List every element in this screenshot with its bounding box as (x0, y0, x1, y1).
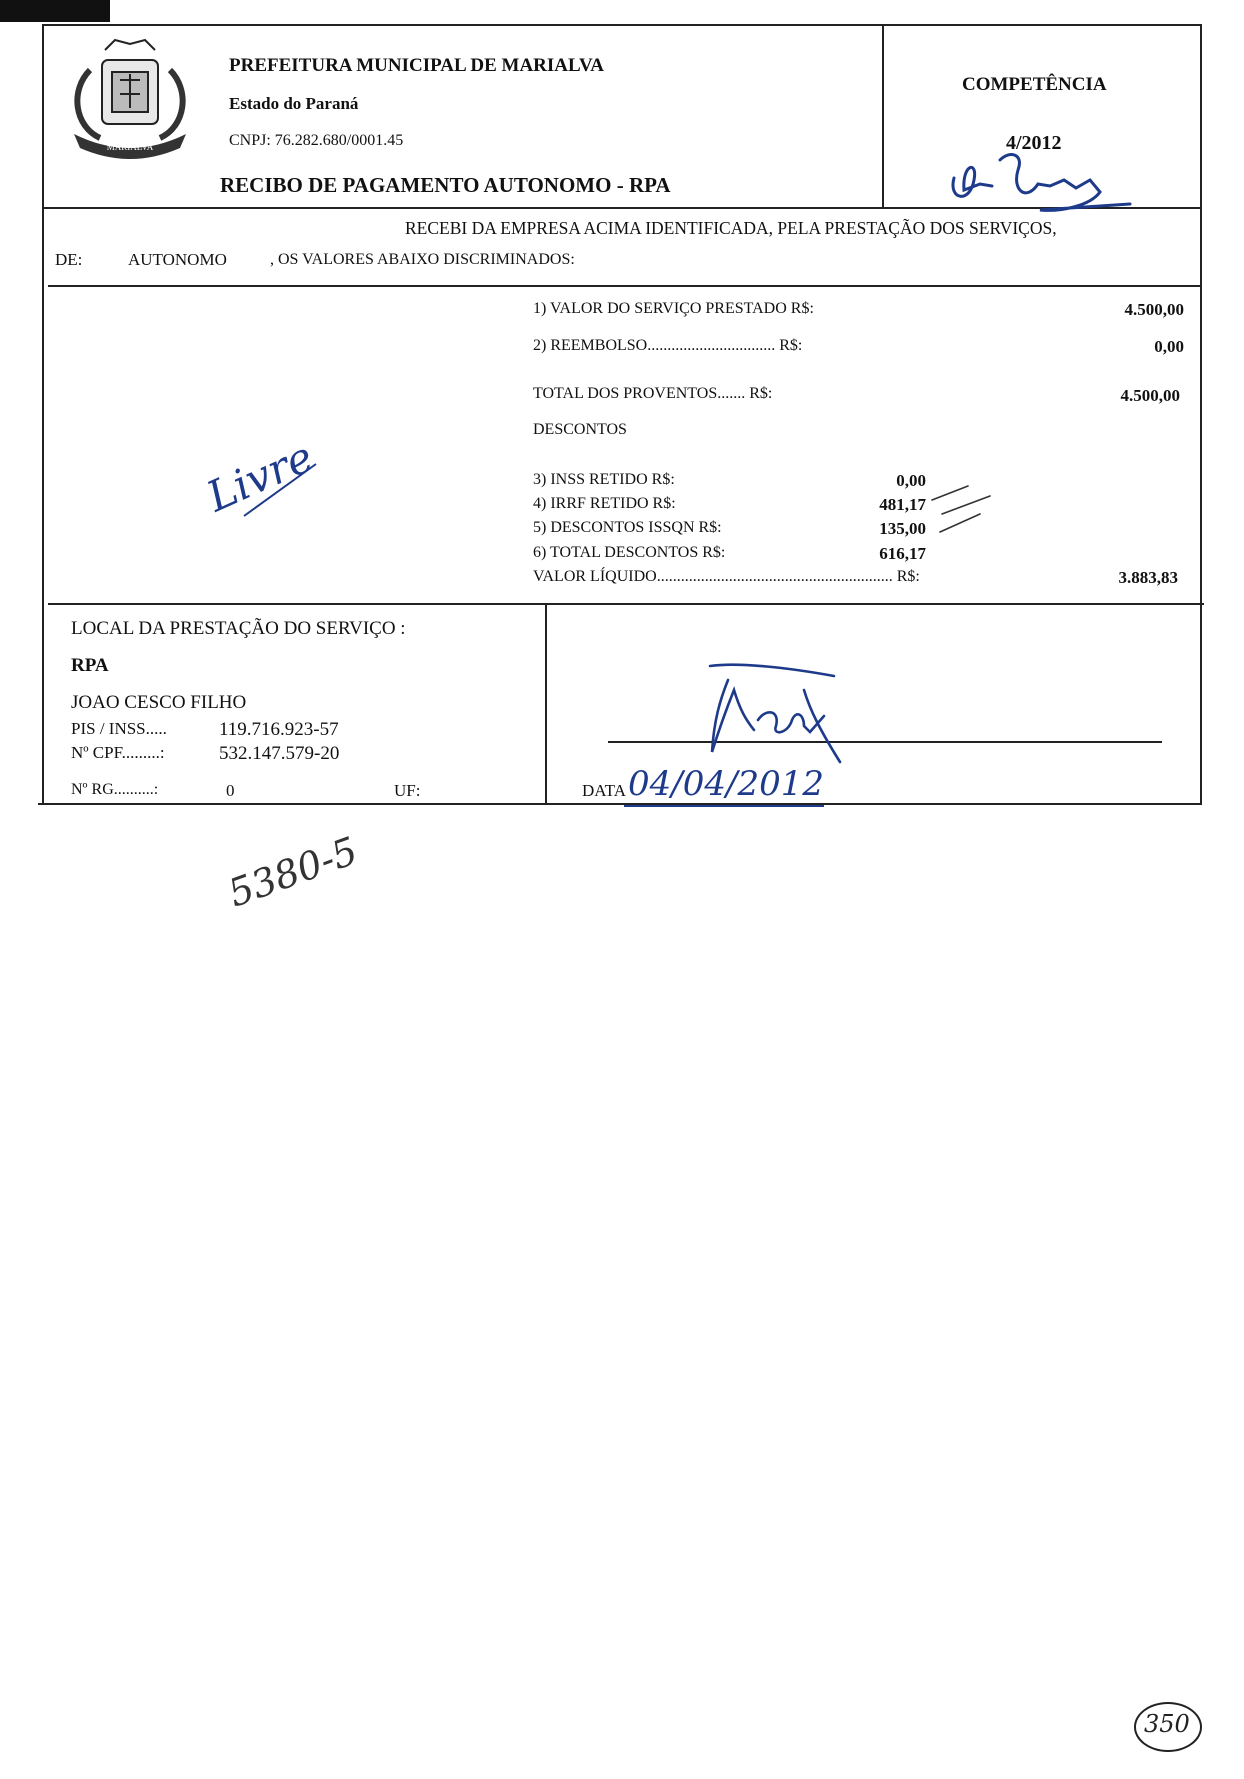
competencia-label: COMPETÊNCIA (962, 74, 1107, 95)
pis-label: PIS / INSS..... (71, 719, 167, 738)
handwritten-date: 04/04/2012 (628, 764, 824, 804)
frame-left (42, 24, 44, 804)
handwritten-number: 5380-5 (222, 828, 364, 916)
de-value: AUTONOMO (128, 250, 227, 269)
cnpj: CNPJ: 76.282.680/0001.45 (229, 132, 404, 149)
cpf-value: 532.147.579-20 (219, 743, 340, 764)
date-underline (624, 805, 824, 807)
crest-banner-text: MARIALVA (106, 142, 154, 152)
cpf-label: Nº CPF.........: (71, 743, 165, 762)
statement-divider (48, 285, 1202, 287)
total-descontos-label: 6) TOTAL DESCONTOS R$: (533, 544, 726, 561)
receipt-statement: RECEBI DA EMPRESA ACIMA IDENTIFICADA, PELA PRESTAÇÃO DOS SERVIÇOS, (405, 218, 1057, 238)
header-divider-vertical (882, 24, 884, 208)
inss-value: 0,00 (896, 471, 926, 490)
rg-label: Nº RG..........: (71, 781, 159, 798)
signature-line (608, 741, 1162, 743)
local-label: LOCAL DA PRESTAÇÃO DO SERVIÇO : (71, 618, 406, 639)
total-descontos-value: 616,17 (879, 544, 926, 563)
reembolso-label: 2) REEMBOLSO................................ R$: (533, 337, 803, 354)
check-strokes (928, 480, 998, 540)
statement-tail: , OS VALORES ABAIXO DISCRIMINADOS: (270, 251, 575, 268)
scan-mark (0, 0, 110, 22)
issqn-label: 5) DESCONTOS ISSQN R$: (533, 519, 722, 536)
total-proventos-value: 4.500,00 (1120, 386, 1180, 405)
provider-name: JOAO CESCO FILHO (71, 692, 247, 713)
data-label: DATA (582, 781, 626, 800)
frame-right (1200, 24, 1202, 804)
total-proventos-label: TOTAL DOS PROVENTOS....... R$: (533, 385, 773, 402)
document-title: RECIBO DE PAGAMENTO AUTONOMO - RPA (220, 173, 671, 197)
liquido-value: 3.883,83 (1118, 568, 1178, 587)
competencia-value: 4/2012 (1006, 132, 1062, 154)
provider-signature (700, 660, 850, 770)
pis-value: 119.716.923-57 (219, 719, 339, 740)
descontos-label: DESCONTOS (533, 421, 627, 438)
reembolso-value: 0,00 (1154, 337, 1184, 356)
issqn-value: 135,00 (879, 519, 926, 538)
state-name: Estado do Paraná (229, 94, 359, 113)
irrf-label: 4) IRRF RETIDO R$: (533, 495, 676, 512)
livre-underline (240, 460, 320, 520)
competencia-signature (940, 140, 1140, 220)
uf-label: UF: (394, 781, 421, 800)
frame-bottom (38, 803, 1202, 805)
de-label: DE: (55, 250, 83, 269)
inss-label: 3) INSS RETIDO R$: (533, 471, 675, 488)
values-divider (48, 603, 1204, 605)
liquido-label: VALOR LÍQUIDO........................................................... R$: (533, 568, 920, 585)
livre-annotation: Livre (199, 431, 321, 522)
provider-divider-vertical (545, 603, 547, 803)
page-number: 350 (1144, 1710, 1190, 1738)
frame-top (42, 24, 1202, 26)
municipality-name: PREFEITURA MUNICIPAL DE MARIALVA (229, 55, 604, 76)
servico-value: 4.500,00 (1124, 300, 1184, 319)
servico-label: 1) VALOR DO SERVIÇO PRESTADO R$: (533, 300, 814, 317)
local-value: RPA (71, 655, 109, 676)
rg-value: 0 (226, 781, 235, 800)
municipal-crest-icon (60, 30, 200, 170)
irrf-value: 481,17 (879, 495, 926, 514)
